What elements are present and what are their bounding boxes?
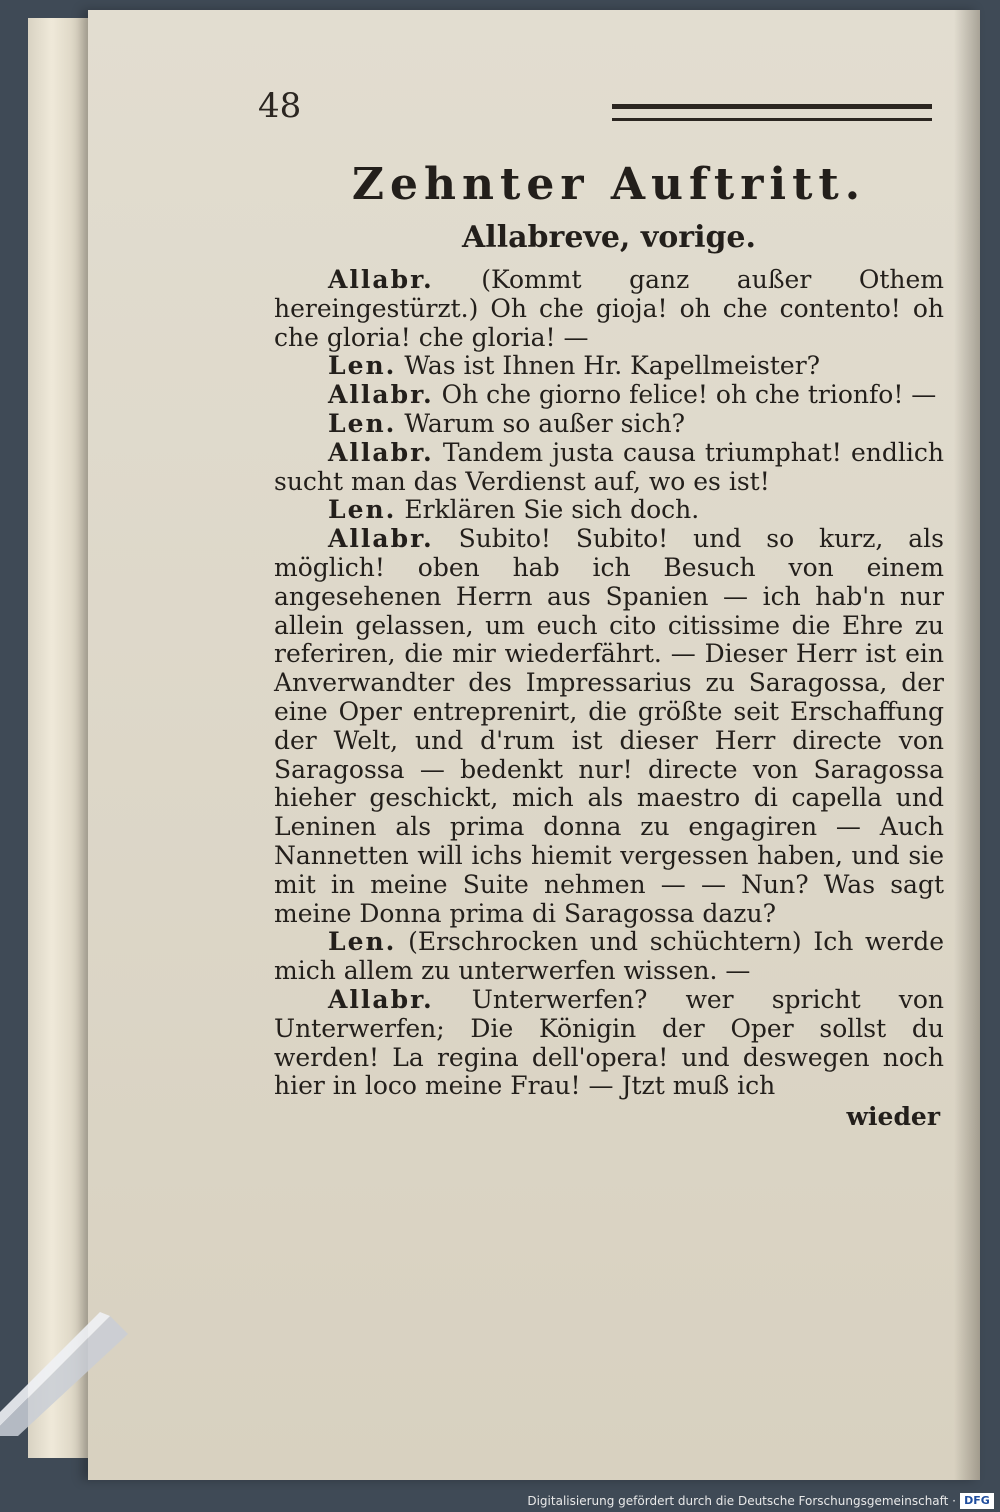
dfg-logo: DFG	[960, 1493, 994, 1509]
dialogue-paragraph	[274, 928, 944, 986]
dialogue-text: (Erschrocken und schüchtern) Ich werde mich allem zu unterwerfen wissen. —	[274, 927, 944, 986]
dialogue-text: Unterwerfen? wer spricht von Unterwerfen; Die Königin der Oper sollst du werden! La regina dell'opera! und deswegen noch hier in loco meine Frau! — Jtzt muß ich	[274, 984, 944, 1101]
gutter-shadow	[954, 10, 980, 1480]
speaker-name: Allabr.	[328, 265, 434, 294]
dialogue-paragraph	[274, 986, 944, 1101]
speaker-name: Allabr.	[328, 380, 434, 410]
dialogue-text: Oh che giorno felice! oh che trionfo! —	[441, 380, 937, 410]
speaker-name: Allabr.	[328, 524, 434, 554]
dialogue-text: Was ist Ihnen Hr. Kapellmeister?	[404, 351, 821, 381]
dialogue-paragraph	[274, 381, 944, 410]
speaker-name: Len.	[328, 927, 397, 957]
attribution-text: Digitalisierung gefördert durch die Deutsche Forschungsgemeinschaft ·	[527, 1494, 956, 1508]
speaker-name: Len.	[328, 351, 397, 381]
dialogue-paragraph	[274, 496, 944, 525]
scene-title: Zehnter Auftritt.	[351, 159, 867, 210]
speaker-name: Allabr.	[328, 437, 434, 467]
dialogue-text: Warum so außer sich?	[404, 408, 686, 438]
catchword: wieder	[846, 1102, 940, 1132]
dialogue-paragraph	[274, 352, 944, 381]
cast-list: Allabreve, vorige.	[462, 220, 756, 255]
dialogue-text: Tandem justa causa triumphat! endlich sucht man das Verdienst auf, wo es ist!	[274, 437, 944, 496]
page-number: 48	[258, 86, 302, 126]
dialogue-paragraph	[274, 439, 944, 497]
footer-bar	[0, 1490, 1000, 1512]
speaker-name: Len.	[328, 408, 397, 438]
header-rule	[612, 104, 932, 109]
dialogue-text: Subito! Subito! und so kurz, als möglich! oben hab ich Besuch von einem angesehenen Herrn aus Spanien — ich hab'n nur allein gelassen, um euch cito citissime die Ehre zu referiren, die mir wiederfährt. — Dieser Herr ist ein Anverwandter des Impressarius zu Saragossa, der eine Oper entreprenirt, die größte seit Erschaffung der Welt, und d'rum ist dieser Herr directe von Saragossa — bedenkt nur! directe von Saragossa hieher geschickt, mich als maestro di capella und Leninen als prima donna zu engagiren — Auch Nannetten will ichs hiemit vergessen haben, und sie mit in meine Suite nehmen — — Nun? Was sagt meine Donna prima di Saragossa dazu?	[274, 524, 944, 928]
dialogue-paragraph	[274, 525, 944, 928]
dialogue-paragraph	[274, 410, 944, 439]
speaker-name: Allabr.	[328, 984, 434, 1014]
header-rule	[612, 118, 932, 121]
dialogue-text: (Kommt ganz außer Othem hereingestürzt.) Oh che gioja! oh che contento! oh che gloria! che gloria! —	[274, 265, 944, 352]
speaker-name: Len.	[328, 495, 397, 525]
page-edges	[28, 18, 89, 1458]
dialogue-paragraph	[274, 266, 944, 352]
page-text	[274, 150, 944, 1132]
dialogue-text: Erklären Sie sich doch.	[404, 495, 700, 525]
